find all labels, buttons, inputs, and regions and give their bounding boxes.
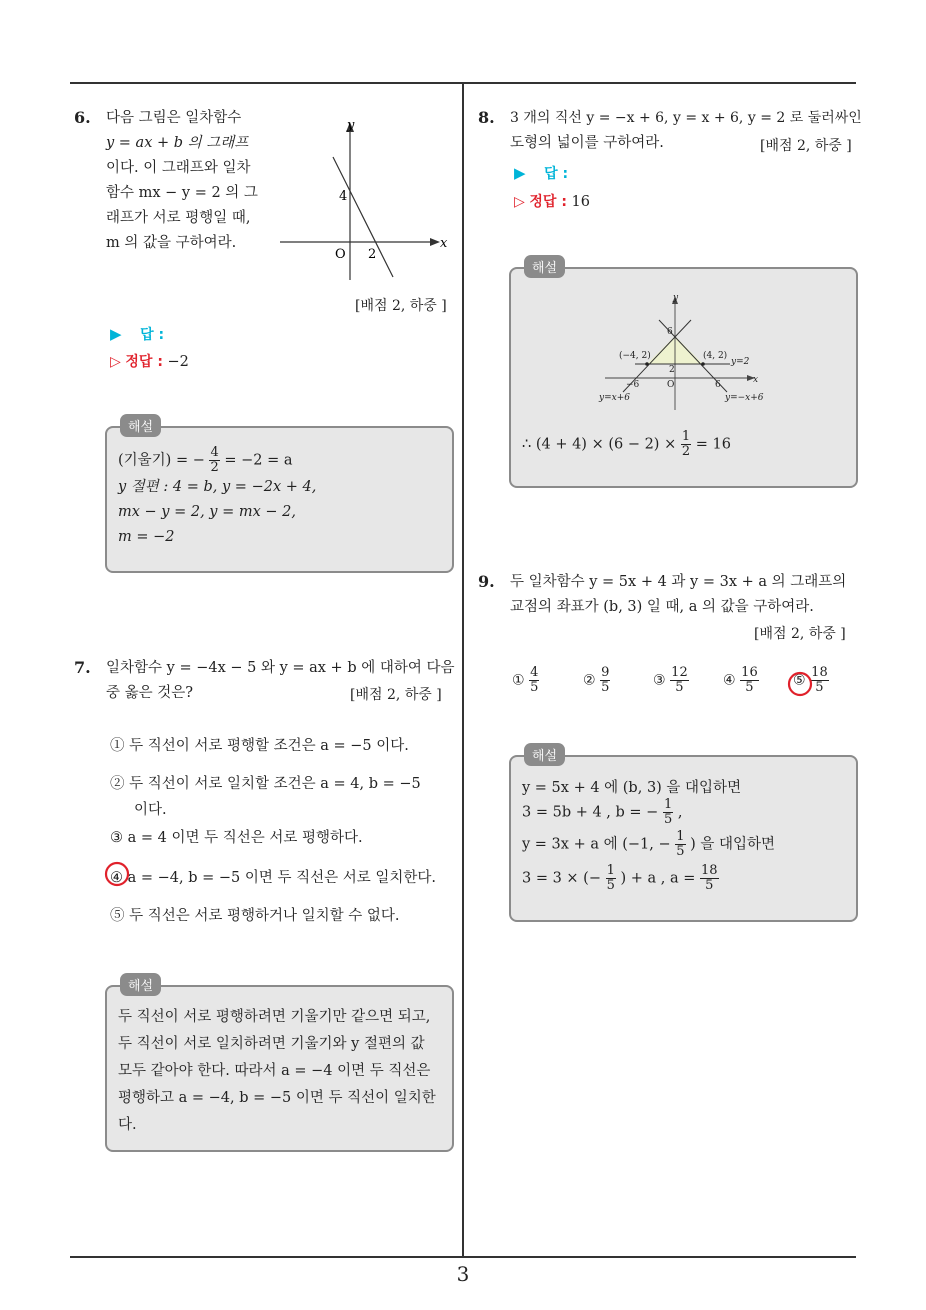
q7-expl-line-4: 평행하고 a = −4, b = −5 이면 두 직선이 일치한 xyxy=(118,1090,436,1106)
q6-y-intercept-label: 4 xyxy=(339,189,348,204)
correct-label: 정답 : xyxy=(529,194,567,210)
q7-expl-line-5: 다. xyxy=(118,1117,137,1133)
q9-choice-3[interactable] xyxy=(653,666,689,695)
q6-expl-line-4: m = −2 xyxy=(118,529,175,545)
q7-expl-line-3: 모두 같아야 한다. 따라서 a = −4 이면 두 직선은 xyxy=(118,1063,431,1079)
answer-arrow-icon: ▶ xyxy=(514,164,526,182)
q9-choice-4-fraction xyxy=(740,666,759,695)
q7-expl-line-2: 두 직선이 서로 일치하려면 기울기와 y 절편의 값 xyxy=(118,1036,425,1052)
q9-choice-2-mark: ② xyxy=(583,672,596,689)
q9-explanation xyxy=(522,776,775,893)
q6-origin-label: O xyxy=(335,247,346,262)
q8-label-two: 2 xyxy=(669,365,675,375)
q7-choice-2-cont: 이다. xyxy=(134,802,167,818)
q8-answer-row xyxy=(514,163,568,183)
q8-explanation xyxy=(522,430,731,459)
q8-graph xyxy=(595,290,775,415)
q9-expl-f4b-num: 18 xyxy=(701,863,718,878)
q7-choice-4[interactable]: ④ a = −4, b = −5 이면 두 직선은 서로 일치한다. xyxy=(110,870,436,886)
q6-explanation-tag: 해설 xyxy=(120,414,161,437)
q8-label-six-top: 6 xyxy=(667,327,673,337)
q6-correct-answer: −2 xyxy=(167,354,189,370)
q8-y-axis-label: y xyxy=(673,293,679,303)
q6-line-4: 함수 mx − y = 2 의 그 xyxy=(106,185,258,201)
q6-frac-num: 4 xyxy=(210,445,219,460)
q7-choice-2[interactable]: ② 두 직선이 서로 일치할 조건은 a = 4, b = −5 xyxy=(110,776,421,792)
q8-expl-formula: ∴ (4 + 4) × (6 − 2) × xyxy=(522,436,677,453)
column-divider xyxy=(462,82,464,1257)
q6-frac-den: 2 xyxy=(210,460,219,475)
q6-graph xyxy=(275,112,450,282)
q9-choice-1-mark: ① xyxy=(512,672,525,689)
q9-expl-line-4-mid: ) + a , a = xyxy=(620,870,696,887)
correct-arrow-icon: ▷ xyxy=(110,354,121,370)
q9-choice-2-fraction xyxy=(600,666,610,695)
q7-expl-line-1: 두 직선이 서로 평행하려면 기울기만 같으면 되고, xyxy=(118,1009,431,1025)
q6-question-text xyxy=(106,106,276,256)
q7-choice-1[interactable]: ① 두 직선이 서로 평행할 조건은 a = −5 이다. xyxy=(110,738,409,754)
q6-correct-row xyxy=(110,351,189,371)
q6-line-1: 다음 그림은 일차함수 xyxy=(106,110,242,126)
q9-choice-3-fraction xyxy=(670,666,689,695)
q6-explanation xyxy=(118,446,316,550)
answer-label: 답 : xyxy=(544,166,569,182)
q9-expl-line-4-text: 3 = 3 × (− xyxy=(522,870,601,887)
q7-line-1: 일차함수 y = −4x − 5 와 y = ax + b 에 대하여 다음 xyxy=(106,660,455,676)
q9-expl-line-4 xyxy=(522,864,775,893)
q6-expl-line-3: mx − y = 2, y = mx − 2, xyxy=(118,504,296,520)
q7-number: 7. xyxy=(74,658,91,677)
q8-label-line-left: y=x+6 xyxy=(599,393,630,403)
q8-number: 8. xyxy=(478,108,495,127)
q9-choice-3-mark: ③ xyxy=(653,672,666,689)
q8-correct-answer: 16 xyxy=(571,194,590,210)
q7-explanation-tag: 해설 xyxy=(120,973,161,996)
q6-expl-line-1 xyxy=(118,446,316,475)
q9-expl-f2-den: 5 xyxy=(663,812,673,827)
q6-line-5: 래프가 서로 평행일 때, xyxy=(106,210,251,226)
q9-choice-4[interactable] xyxy=(723,666,759,695)
q8-expl-fraction xyxy=(681,430,691,459)
q9-expl-line-4-fraction-a xyxy=(606,864,616,893)
q6-meta: [배점 2, 하중 ] xyxy=(355,298,447,314)
q8-frac-num: 1 xyxy=(681,429,691,444)
q6-x-axis-label: x xyxy=(440,236,448,251)
q9-choice-5-den: 5 xyxy=(815,680,824,695)
q7-meta: [배점 2, 하중 ] xyxy=(350,687,442,703)
q9-choice-4-num: 16 xyxy=(741,665,758,680)
q8-expl-result: = 16 xyxy=(695,436,731,453)
q9-expl-line-3-text: y = 3x + a 에 (−1, − xyxy=(522,836,671,853)
q9-meta: [배점 2, 하중 ] xyxy=(754,626,846,642)
q7-line-2: 중 옳은 것은? xyxy=(106,685,194,701)
correct-arrow-icon: ▷ xyxy=(514,194,525,210)
q9-choice-3-den: 5 xyxy=(675,680,684,695)
q9-choice-3-num: 12 xyxy=(671,665,688,680)
q8-label-origin: O xyxy=(667,380,675,390)
q8-label-point-right: (4, 2) xyxy=(703,351,728,361)
q8-line-2: 도형의 넓이를 구하여라. xyxy=(510,135,664,151)
q9-choice-1[interactable] xyxy=(512,666,539,695)
q9-expl-line-3 xyxy=(522,830,775,864)
q9-choice-4-den: 5 xyxy=(745,680,754,695)
q9-choice-5-mark: ⑤ xyxy=(793,672,806,689)
q6-x-intercept-label: 2 xyxy=(368,247,377,262)
answer-arrow-icon: ▶ xyxy=(110,325,122,343)
q6-y-axis-label: y xyxy=(347,118,355,133)
q6-expl-line-2: y 절편 : 4 = b, y = −2x + 4, xyxy=(118,479,317,495)
q8-meta: [배점 2, 하중 ] xyxy=(760,138,852,154)
q8-x-axis-label: x xyxy=(753,375,759,385)
q9-expl-f3-num: 1 xyxy=(676,829,685,844)
q6-number: 6. xyxy=(74,108,91,127)
q9-expl-f3-den: 5 xyxy=(676,844,685,859)
q9-expl-line-2 xyxy=(522,798,775,830)
q9-expl-f2-num: 1 xyxy=(663,797,673,812)
q9-choice-2[interactable] xyxy=(583,666,610,695)
q8-explanation-tag: 해설 xyxy=(524,255,565,278)
answer-label: 답 : xyxy=(140,327,165,343)
q6-line-2: y = ax + b 의 그래프 xyxy=(106,135,249,151)
q8-label-pos6: 6 xyxy=(715,380,721,390)
q6-answer-row xyxy=(110,324,164,344)
q7-explanation xyxy=(118,1004,436,1139)
q6-line-6: m 의 값을 구하여라. xyxy=(106,235,237,251)
q9-expl-line-1: y = 5x + 4 에 (b, 3) 을 대입하면 xyxy=(522,780,742,796)
q9-choice-1-den: 5 xyxy=(530,680,539,695)
q7-choice-5[interactable]: ⑤ 두 직선은 서로 평행하거나 일치할 수 없다. xyxy=(110,908,400,924)
q8-frac-den: 2 xyxy=(681,444,691,459)
q9-expl-f4a-den: 5 xyxy=(606,878,615,893)
q6-expl-slope-text: (기울기) = − xyxy=(118,452,205,469)
q8-line-1: 3 개의 직선 y = −x + 6, y = x + 6, y = 2 로 둘러싸인 xyxy=(510,110,862,126)
q9-expl-line-2-text: 3 = 5b + 4 , b = − xyxy=(522,804,659,821)
q7-red-circle-mark xyxy=(103,860,131,888)
q8-label-line-right: y=−x+6 xyxy=(725,393,764,403)
q9-choice-2-num: 9 xyxy=(601,665,610,680)
q9-explanation-tag: 해설 xyxy=(524,743,565,766)
q6-expl-fraction xyxy=(209,446,219,475)
q9-choice-2-den: 5 xyxy=(601,680,610,695)
q6-expl-slope-result: = −2 = a xyxy=(224,452,293,469)
q9-line-1: 두 일차함수 y = 5x + 4 과 y = 3x + a 의 그래프의 xyxy=(510,574,847,590)
correct-label: 정답 : xyxy=(125,354,163,370)
q9-choice-1-fraction xyxy=(529,666,539,695)
q9-number: 9. xyxy=(478,572,495,591)
q9-expl-line-3-fraction xyxy=(675,830,685,859)
q6-line-3: 이다. 이 그래프와 일차 xyxy=(106,160,251,176)
q9-expl-f4b-den: 5 xyxy=(705,878,714,893)
q8-correct-row xyxy=(514,191,590,211)
q8-label-line-y2: y=2 xyxy=(731,357,750,367)
q9-choice-5-num: 18 xyxy=(811,665,828,680)
q9-expl-line-2-tail: , xyxy=(677,804,683,821)
q9-red-circle-mark xyxy=(786,670,814,698)
page-number: 3 xyxy=(456,1262,470,1286)
q9-expl-line-4-fraction-b xyxy=(700,864,719,893)
bottom-rule xyxy=(70,1256,856,1258)
q9-line-2: 교점의 좌표가 (b, 3) 일 때, a 의 값을 구하여라. xyxy=(510,599,814,615)
q9-choice-1-num: 4 xyxy=(530,665,539,680)
q8-label-neg6: −6 xyxy=(626,380,640,390)
q9-expl-line-3-tail: ) 을 대입하면 xyxy=(690,836,776,853)
q9-expl-line-2-fraction xyxy=(663,798,673,827)
q9-choice-4-mark: ④ xyxy=(723,672,736,689)
q9-expl-f4a-num: 1 xyxy=(606,863,615,878)
q7-choice-3[interactable]: ③ a = 4 이면 두 직선은 서로 평행하다. xyxy=(110,830,363,846)
q8-label-point-left: (−4, 2) xyxy=(619,351,651,361)
